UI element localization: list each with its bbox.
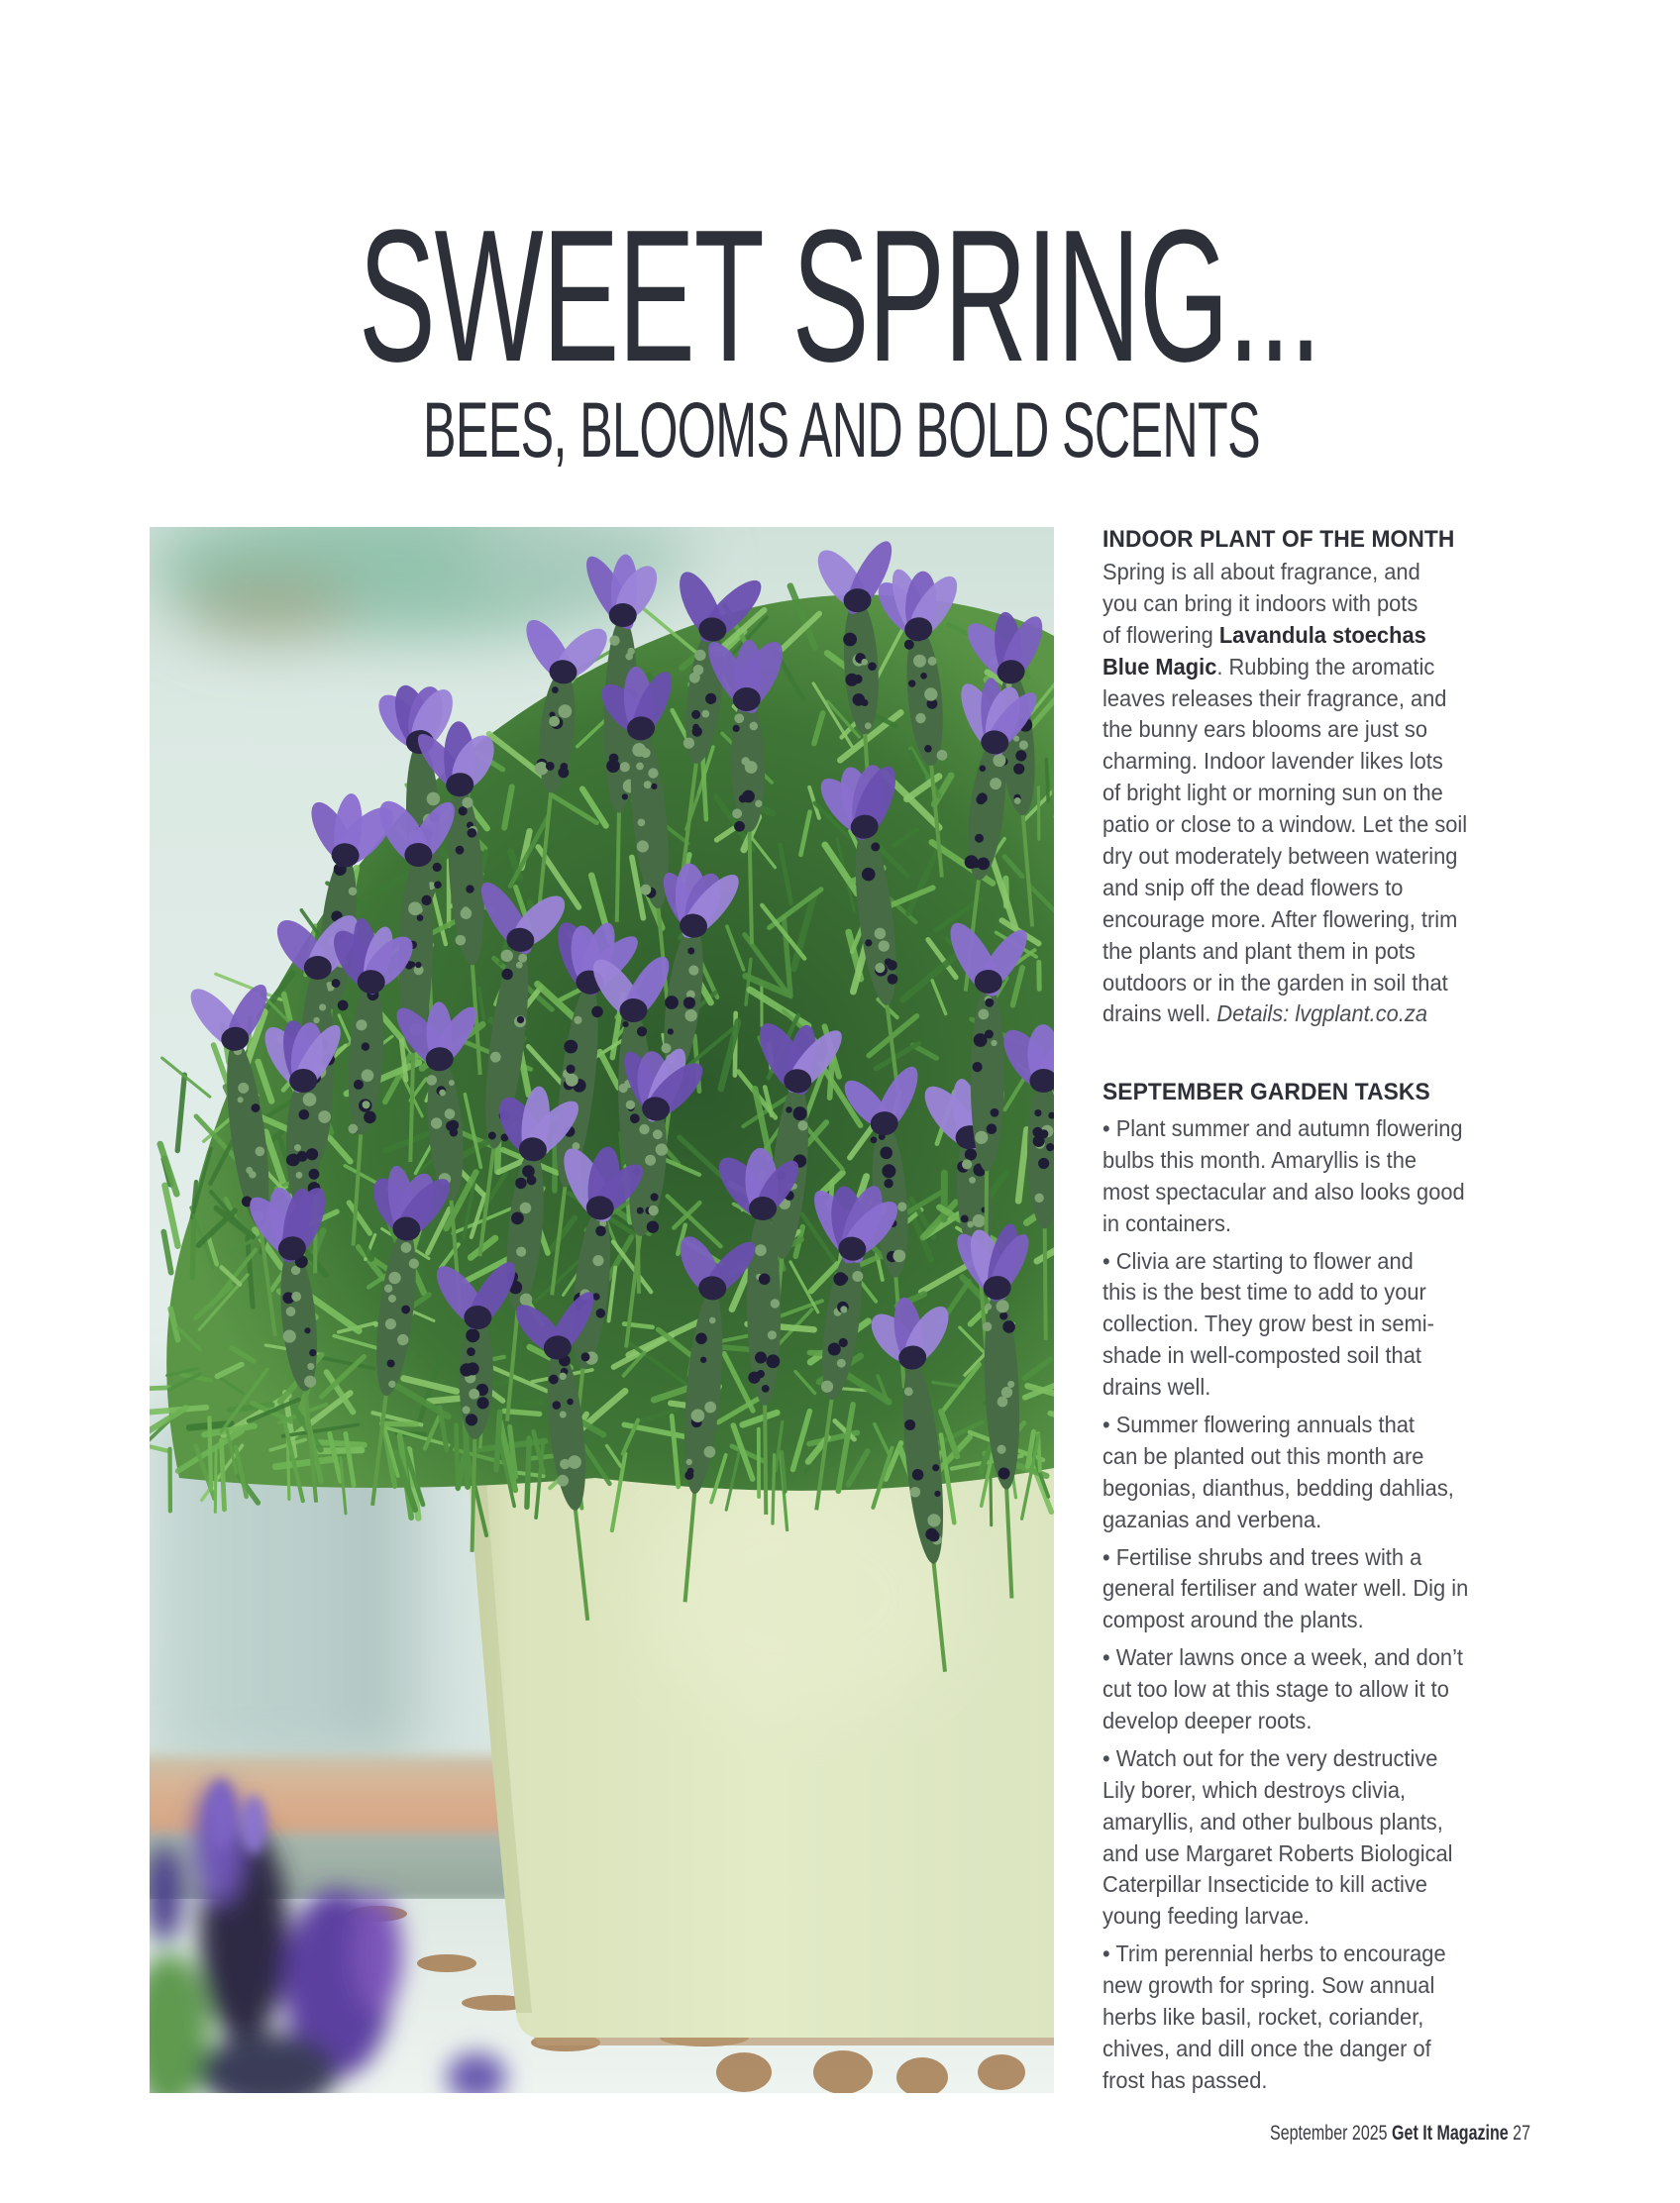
body-line bbox=[1102, 809, 1467, 841]
task-bullet bbox=[1102, 1743, 1468, 1933]
body-text: the plants and plant them in pots bbox=[1102, 937, 1416, 964]
body-line bbox=[1102, 873, 1467, 904]
body-text: patio or close to a window. Let the soil bbox=[1102, 811, 1468, 838]
body-line bbox=[1102, 746, 1467, 778]
task-line: • Summer flowering annuals that bbox=[1102, 1412, 1415, 1438]
task-line: young feeding larvae. bbox=[1102, 1903, 1310, 1930]
page-title: SWEET SPRING... bbox=[359, 191, 1320, 401]
task-bullet bbox=[1102, 1642, 1468, 1737]
task-bullet bbox=[1102, 1410, 1468, 1536]
task-line: • Plant summer and autumn flowering bbox=[1102, 1115, 1463, 1141]
body-text: the bunny ears blooms are just so bbox=[1102, 716, 1428, 743]
task-bullet bbox=[1102, 1113, 1468, 1240]
body-line bbox=[1102, 968, 1467, 999]
body-line bbox=[1102, 998, 1467, 1030]
bold-plant-name: Blue Magic bbox=[1102, 653, 1217, 680]
body-text: of bright light or morning sun on the bbox=[1102, 780, 1443, 806]
task-line: drains well. bbox=[1102, 1374, 1211, 1401]
footer-magazine-name: Get It Magazine bbox=[1392, 2122, 1509, 2145]
task-bullet bbox=[1102, 1939, 1468, 2096]
task-line: can be planted out this month are bbox=[1102, 1442, 1424, 1469]
task-line: Caterpillar Insecticide to kill active bbox=[1102, 1871, 1427, 1898]
body-line bbox=[1102, 652, 1467, 683]
indoor-plant-heading: INDOOR PLANT OF THE MONTH bbox=[1102, 526, 1455, 553]
task-line: bulbs this month. Amaryllis is the bbox=[1102, 1146, 1418, 1173]
body-text: outdoors or in the garden in soil that bbox=[1102, 969, 1448, 996]
body-text: and snip off the dead flowers to bbox=[1102, 874, 1404, 900]
task-line: this is the best time to add to your bbox=[1102, 1279, 1426, 1306]
body-text: you can bring it indoors with pots bbox=[1102, 589, 1418, 616]
task-line: Lily borer, which destroys clivia, bbox=[1102, 1776, 1407, 1803]
body-text: Spring is all about fragrance, and bbox=[1102, 559, 1420, 584]
task-line: in containers. bbox=[1102, 1209, 1231, 1236]
task-line: chives, and dill once the danger of bbox=[1102, 2035, 1431, 2061]
task-line: • Clivia are starting to flower and bbox=[1102, 1247, 1414, 1274]
task-line: • Water lawns once a week, and don’t bbox=[1102, 1644, 1464, 1671]
footer-date: September 2025 bbox=[1270, 2122, 1388, 2145]
details-credit: Details: lvgplant.co.za bbox=[1216, 1000, 1427, 1027]
body-line bbox=[1102, 841, 1467, 873]
task-line: begonias, dianthus, bedding dahlias, bbox=[1102, 1474, 1454, 1501]
indoor-plant-body bbox=[1102, 557, 1467, 1030]
task-line: shade in well-composted soil that bbox=[1102, 1342, 1421, 1369]
body-line bbox=[1102, 936, 1467, 968]
body-text: encourage more. After flowering, trim bbox=[1102, 905, 1458, 932]
garden-tasks-list bbox=[1102, 1113, 1468, 2097]
body-text: . Rubbing the aromatic bbox=[1216, 653, 1435, 680]
task-line: general fertiliser and water well. Dig in bbox=[1102, 1575, 1469, 1602]
body-line bbox=[1102, 778, 1467, 809]
task-line: compost around the plants. bbox=[1102, 1607, 1364, 1633]
body-text: of flowering bbox=[1102, 621, 1219, 648]
task-line: gazanias and verbena. bbox=[1102, 1506, 1322, 1532]
task-line: • Trim perennial herbs to encourage bbox=[1102, 1941, 1446, 1967]
task-line: new growth for spring. Sow annual bbox=[1102, 1972, 1435, 1999]
task-line: and use Margaret Roberts Biological bbox=[1102, 1839, 1453, 1866]
task-bullet bbox=[1102, 1246, 1468, 1404]
body-line bbox=[1102, 557, 1467, 588]
body-text: leaves releases their fragrance, and bbox=[1102, 684, 1447, 711]
task-line: develop deeper roots. bbox=[1102, 1708, 1312, 1734]
task-bullet bbox=[1102, 1542, 1468, 1637]
body-text: dry out moderately between watering bbox=[1102, 843, 1458, 870]
task-line: frost has passed. bbox=[1102, 2066, 1268, 2093]
bold-plant-name: Lavandula stoechas bbox=[1218, 621, 1426, 648]
page-footer bbox=[1270, 2121, 1530, 2147]
body-line bbox=[1102, 620, 1467, 652]
task-line: cut too low at this stage to allow it to bbox=[1102, 1676, 1449, 1703]
task-line: amaryllis, and other bulbous plants, bbox=[1102, 1808, 1443, 1835]
garden-tasks-heading: SEPTEMBER GARDEN TASKS bbox=[1102, 1079, 1430, 1105]
body-text: charming. Indoor lavender likes lots bbox=[1102, 748, 1443, 775]
body-line bbox=[1102, 714, 1467, 746]
lavender-photo bbox=[150, 527, 1054, 2093]
page-number: 27 bbox=[1513, 2122, 1530, 2145]
body-line bbox=[1102, 683, 1467, 715]
body-text: drains well. bbox=[1102, 1000, 1217, 1027]
task-line: herbs like basil, rocket, coriander, bbox=[1102, 2004, 1424, 2031]
body-line bbox=[1102, 588, 1467, 620]
task-line: • Fertilise shrubs and trees with a bbox=[1102, 1543, 1422, 1570]
task-line: • Watch out for the very destructive bbox=[1102, 1744, 1438, 1771]
page-subtitle: BEES, BLOOMS AND BOLD SCENTS bbox=[423, 384, 1260, 473]
body-line bbox=[1102, 904, 1467, 936]
task-line: collection. They grow best in semi- bbox=[1102, 1311, 1434, 1337]
task-line: most spectacular and also looks good bbox=[1102, 1178, 1465, 1205]
